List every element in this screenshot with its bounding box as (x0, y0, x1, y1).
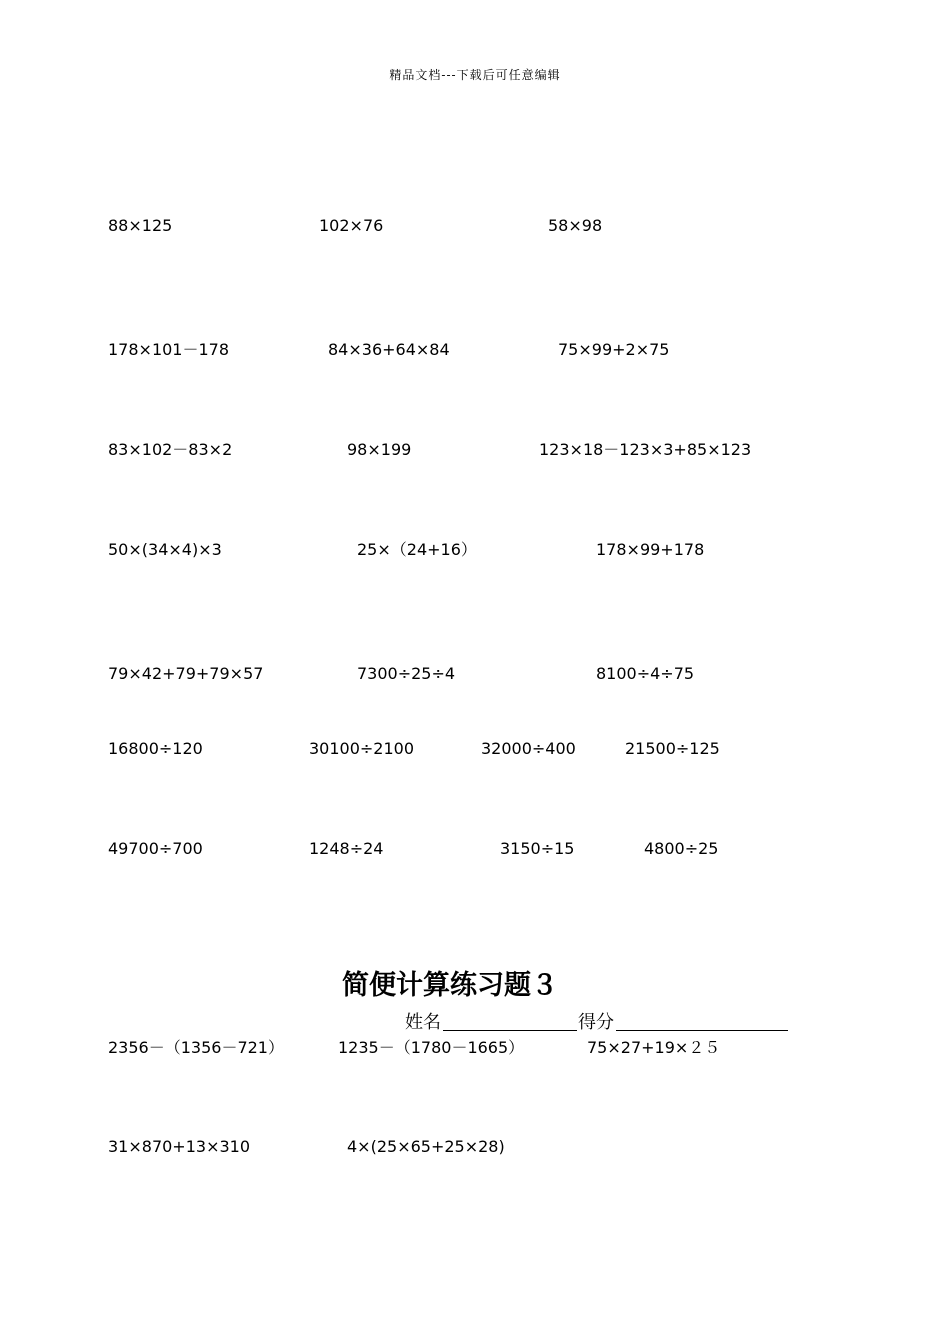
problem: 49700÷700 (108, 839, 203, 858)
problem: 30100÷2100 (309, 739, 415, 758)
problem: 123×18－123×3+85×123 (539, 440, 752, 459)
problem: 58×98 (548, 216, 603, 235)
problem: 75×99+2×75 (558, 340, 670, 359)
problem: 25×（24+16） (357, 540, 477, 559)
problem: 98×199 (347, 440, 412, 459)
score-label: 得分 (578, 1012, 614, 1033)
problem: 1235－（1780－1665） (338, 1038, 525, 1057)
name-blank-line (443, 1030, 577, 1031)
problem: 88×125 (108, 216, 173, 235)
problem: 4800÷25 (644, 839, 719, 858)
problem: 2356－（1356－721） (108, 1038, 284, 1057)
problem: 178×101－178 (108, 340, 230, 359)
problem: 31×870+13×310 (108, 1137, 251, 1156)
problem: 21500÷125 (625, 739, 720, 758)
problem: 83×102－83×2 (108, 440, 233, 459)
section-title: 简便计算练习题３ (342, 970, 558, 1001)
name-label: 姓名 (405, 1012, 441, 1033)
problem: 79×42+79+79×57 (108, 664, 264, 683)
page-header: 精品文档---下载后可任意编辑 (389, 68, 561, 82)
score-blank-line (616, 1030, 788, 1031)
problem: 50×(34×4)×3 (108, 540, 222, 559)
problem: 3150÷15 (500, 839, 575, 858)
problem: 1248÷24 (309, 839, 384, 858)
problem: 7300÷25÷4 (357, 664, 456, 683)
problem: 8100÷4÷75 (596, 664, 695, 683)
problem: 4×(25×65+25×28) (347, 1137, 505, 1156)
problem: 16800÷120 (108, 739, 203, 758)
problem: 178×99+178 (596, 540, 705, 559)
problem: 84×36+64×84 (328, 340, 450, 359)
problem: 102×76 (319, 216, 384, 235)
problem: 32000÷400 (481, 739, 576, 758)
problem: 75×27+19×２５ (587, 1038, 721, 1057)
